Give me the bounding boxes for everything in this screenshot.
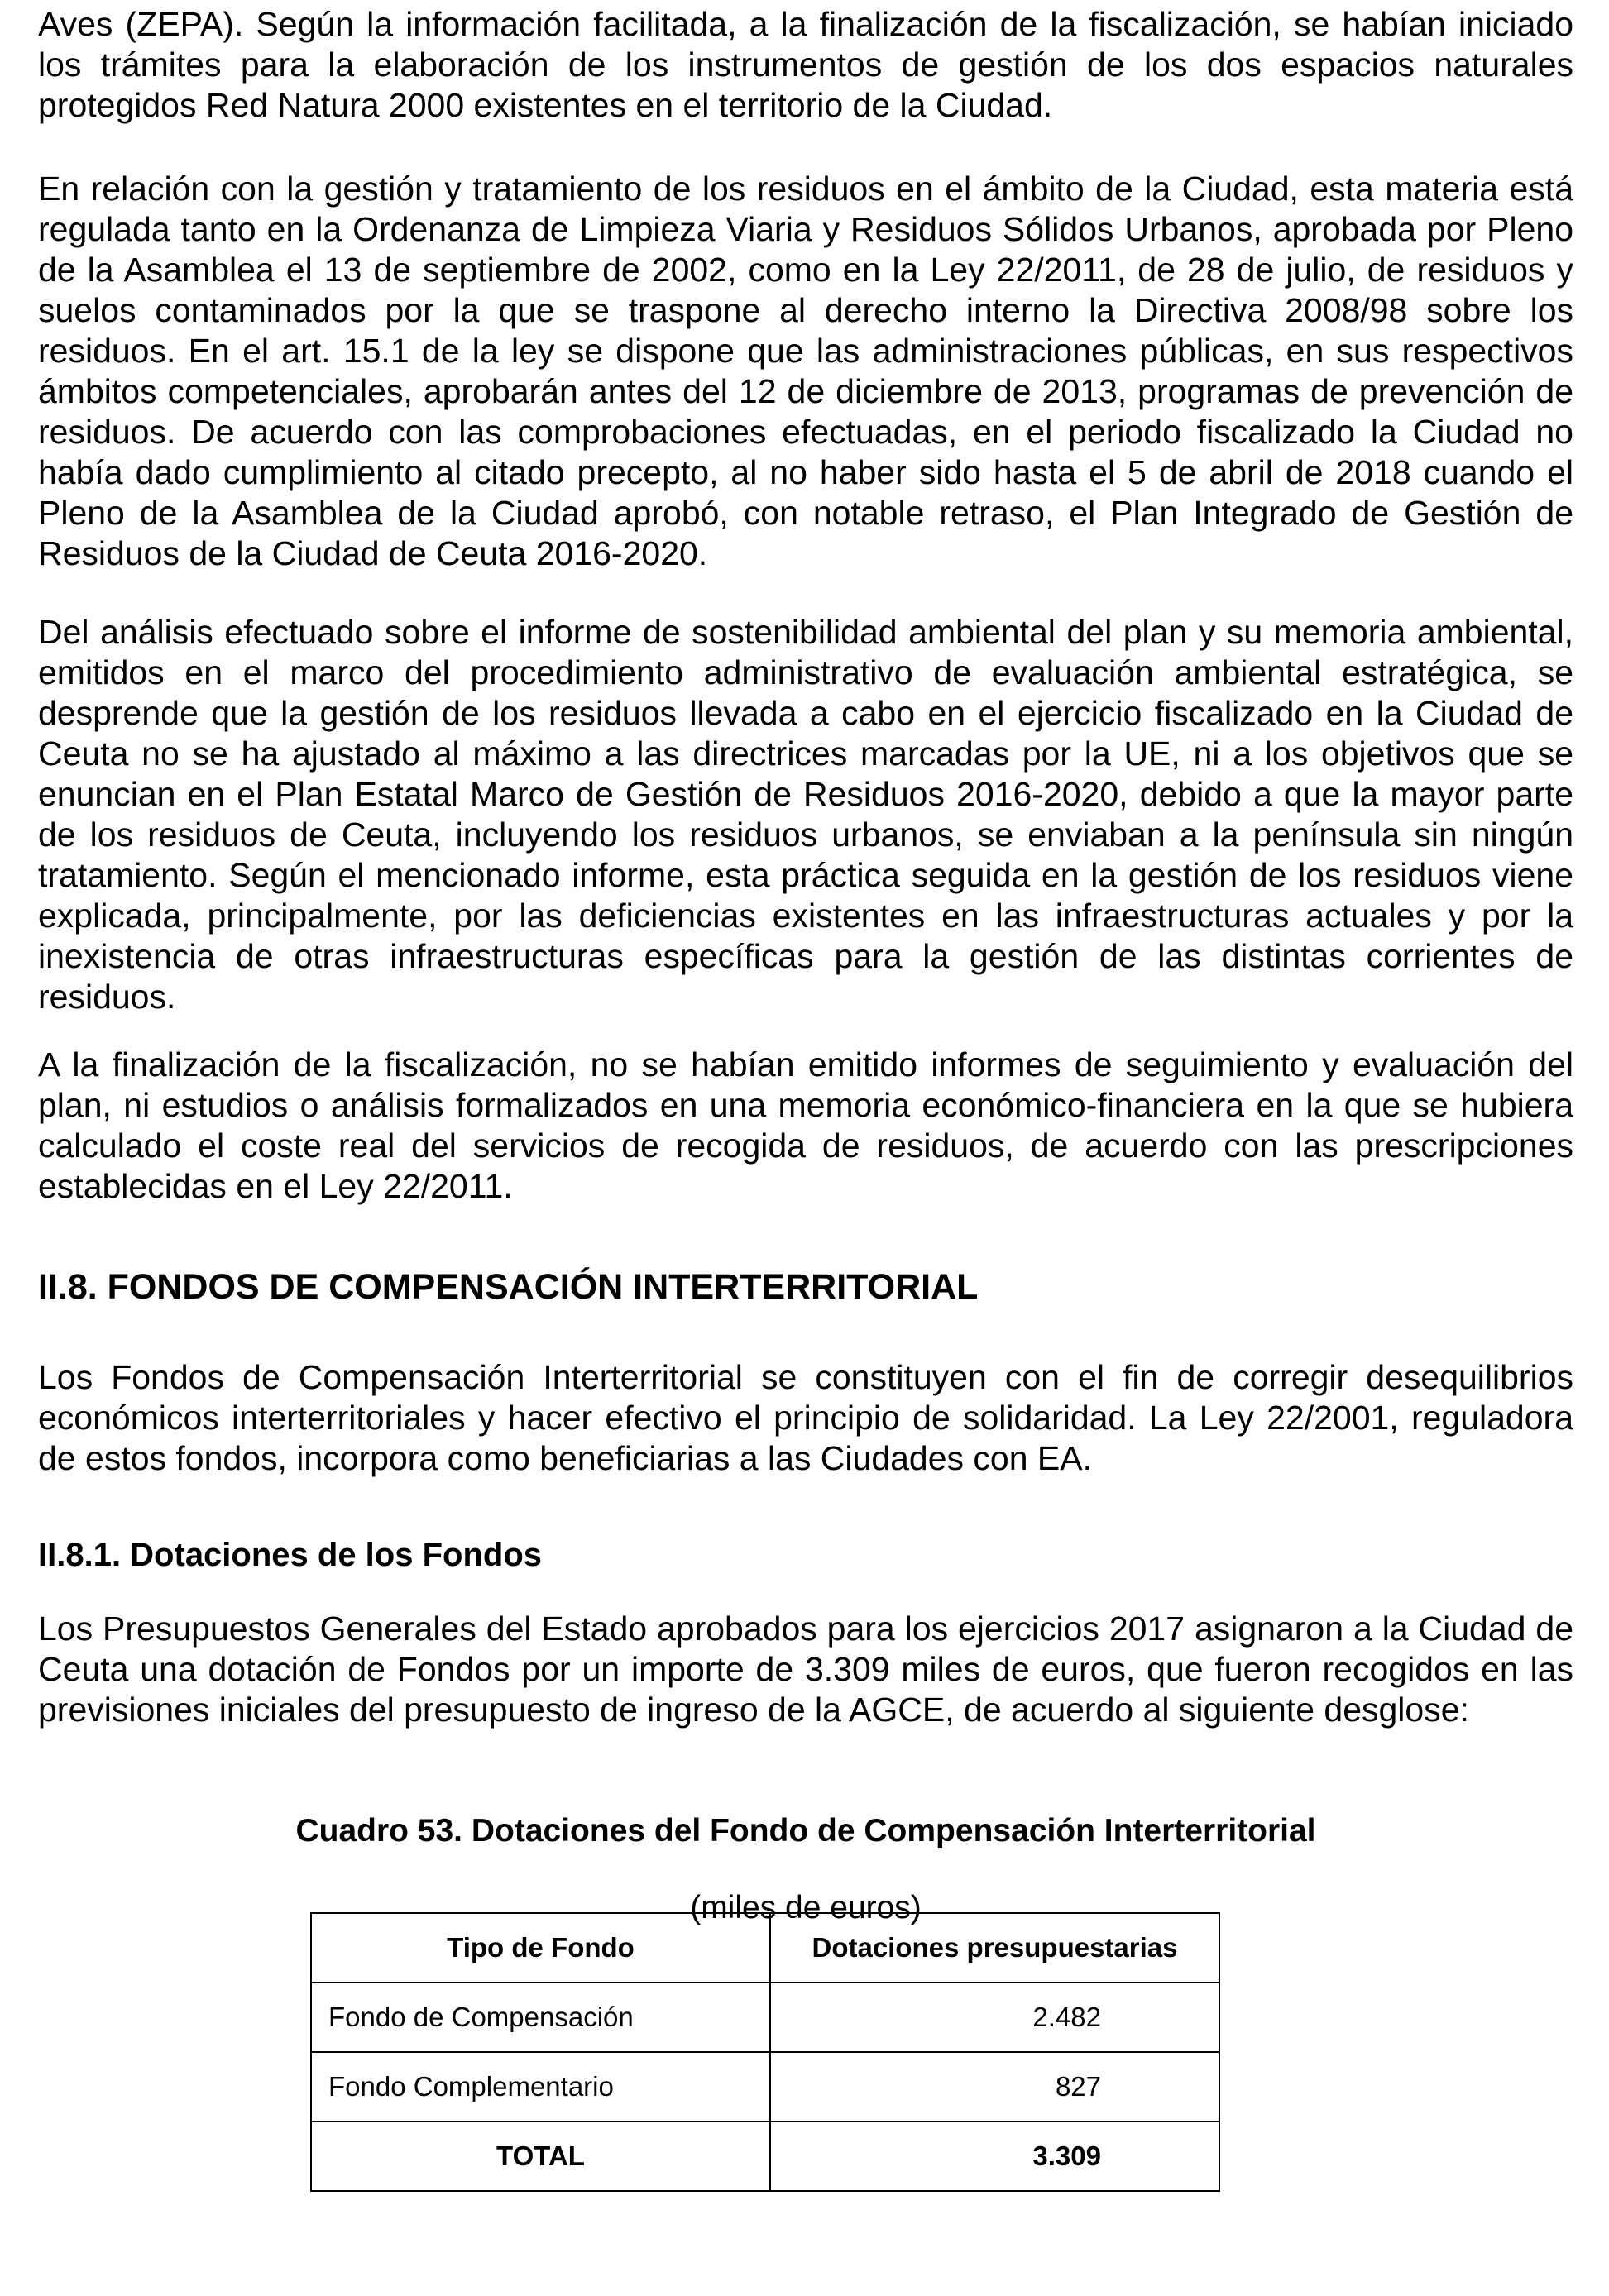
table-row [311, 1983, 1219, 2052]
subsection-heading: II.8.1. Dotaciones de los Fondos [38, 1537, 543, 1573]
table-units: (miles de euros) [690, 1890, 922, 1925]
header-dotaciones: Dotaciones presupuestarias [770, 1913, 1219, 1983]
total-value: 3.309 [770, 2121, 1219, 2191]
table-title: Cuadro 53. Dotaciones del Fondo de Compensación Interterritorial [295, 1813, 1316, 1849]
paragraph-residuos-regulacion: En relación con la gestión y tratamiento de los residuos en el ámbito de la Ciudad, esta materia está regulada tanto en la Ordenanza de Limpieza Viaria y Residuos Sólidos Urbanos, aprobada por Pleno de la Asamblea el 13 de septiembre de 2002, como en la Ley 22/2011, de 28 de julio, de residuos y suelos contaminados por la que se traspone al derecho interno la Directiva 2008/98 sobre los residuos. En el art. 15.1 de la ley se dispone que las administraciones públicas, en sus respectivos ámbitos competenciales, aprobarán antes del 12 de diciembre de 2013, programas de prevención de residuos. De acuerdo con las comprobaciones efectuadas, en el periodo fiscalizado la Ciudad no había dado cumplimiento al citado precepto, al no haber sido hasta el 5 de abril de 2018 cuando el Pleno de la Asamblea de la Ciudad aprobó, con notable retraso, el Plan Integrado de Gestión de Residuos de la Ciudad de Ceuta 2016-2020. [38, 170, 1573, 572]
paragraph-fondos-intro: Los Fondos de Compensación Interterritorial se constituyen con el fin de corregir desequilibrios económicos interterritoriales y hacer efectivo el principio de solidaridad. La Ley 22/2001, reguladora de estos fondos, incorpora como beneficiarias a las Ciudades con EA. [38, 1358, 1573, 1477]
table-header-row [311, 1913, 1219, 1983]
table-row [311, 2052, 1219, 2121]
row-value: 827 [770, 2052, 1219, 2121]
dotaciones-table [310, 1912, 1220, 2192]
section-heading: II.8. FONDOS DE COMPENSACIÓN INTERTERRITORIAL [38, 1267, 979, 1307]
total-label: TOTAL [311, 2121, 770, 2191]
row-value: 2.482 [770, 1983, 1219, 2052]
row-name: Fondo de Compensación [311, 1983, 770, 2052]
paragraph-finalizacion-fiscalizacion: A la finalización de la fiscalización, no se habían emitido informes de seguimiento y evaluación del plan, ni estudios o análisis formalizados en una memoria económico-financiera en la que se hubiera calculado el coste real del servicios de recogida de residuos, de acuerdo con las prescripciones establecidas en el Ley 22/2011. [38, 1045, 1573, 1205]
paragraph-zepa: Aves (ZEPA). Según la información facilitada, a la finalización de la fiscalización, se habían iniciado los trámites para la elaboración de los instrumentos de gestión de los dos espacios naturales protegidos Red Natura 2000 existentes en el territorio de la Ciudad. [38, 5, 1573, 124]
header-tipo-fondo: Tipo de Fondo [311, 1913, 770, 1983]
paragraph-analisis-sostenibilidad: Del análisis efectuado sobre el informe de sostenibilidad ambiental del plan y su memoria ambiental, emitidos en el marco del procedimiento administrativo de evaluación ambiental estratégica, se desprende que la gestión de los residuos llevada a cabo en el ejercicio fiscalizado en la Ciudad de Ceuta no se ha ajustado al máximo a las directrices marcadas por la UE, ni a los objetivos que se enuncian en el Plan Estatal Marco de Gestión de Residuos 2016-2020, debido a que la mayor parte de los residuos de Ceuta, incluyendo los residuos urbanos, se enviaban a la península sin ningún tratamiento. Según el mencionado informe, esta práctica seguida en la gestión de los residuos viene explicada, principalmente, por las deficiencias existentes en las infraestructuras actuales y por la inexistencia de otras infraestructuras específicas para la gestión de las distintas corrientes de residuos. [38, 613, 1573, 1016]
row-name: Fondo Complementario [311, 2052, 770, 2121]
paragraph-presupuestos: Los Presupuestos Generales del Estado aprobados para los ejercicios 2017 asignaron a la Ciudad de Ceuta una dotación de Fondos por un importe de 3.309 miles de euros, que fueron recogidos en las previsiones iniciales del presupuesto de ingreso de la AGCE, de acuerdo al siguiente desglose: [38, 1610, 1573, 1729]
table-total-row [311, 2121, 1219, 2191]
